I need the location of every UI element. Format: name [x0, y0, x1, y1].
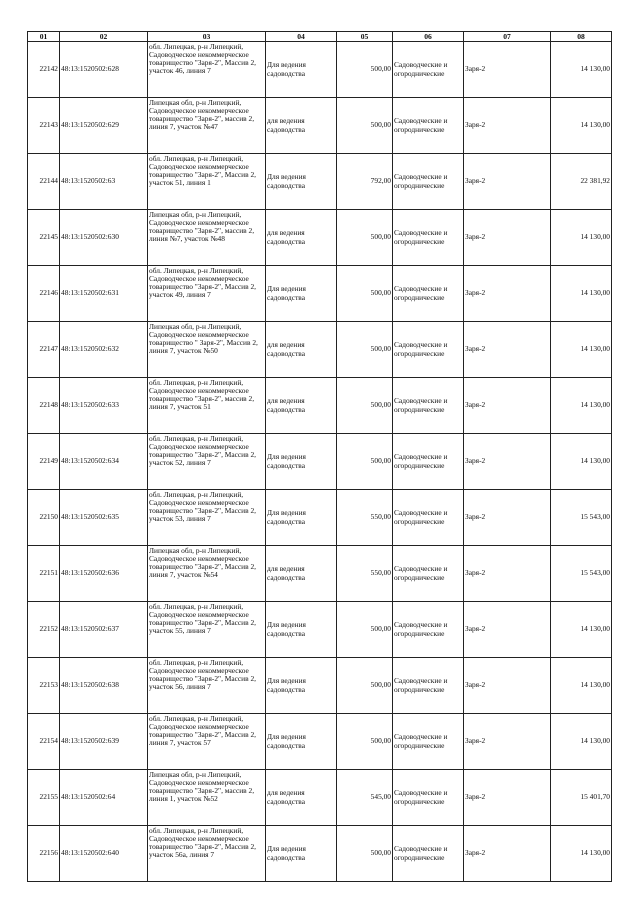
- address: обл. Липецкая, р-н Липецкий, Садоводческое некоммерческое товарищество "Заря-2", Массив 2, линия 7, участок 57: [149, 714, 257, 748]
- table-header-row: [28, 32, 612, 42]
- area: 500,00: [337, 658, 393, 714]
- cadastral-value: 14 130,00: [551, 98, 612, 154]
- partnership-name: Заря-2: [464, 434, 551, 490]
- address: Липецкая обл, р-н Липецкий, Садоводческое некоммерческое товарищество "Заря-2", массив 2, линия 7, участок №47: [149, 98, 255, 132]
- table-row: [28, 266, 612, 322]
- table-row: [28, 42, 612, 98]
- cadastral-value: 14 130,00: [551, 658, 612, 714]
- partnership-name: Заря-2: [464, 42, 551, 98]
- cadastral-number: 48:13:1520502:635: [60, 490, 148, 546]
- row-number: 22153: [28, 658, 60, 714]
- table-row: [28, 98, 612, 154]
- column-header: 07: [464, 32, 551, 42]
- permitted-use: Для ведения садоводства: [266, 42, 337, 98]
- column-header: 01: [28, 32, 60, 42]
- address: Липецкая обл, р-н Липецкий, Садоводческое некоммерческое товарищество "Заря-2", Массив 2, линия 7, участок №54: [149, 546, 257, 580]
- row-number: 22150: [28, 490, 60, 546]
- permitted-use: Для ведения садоводства: [266, 602, 337, 658]
- table-row: [28, 602, 612, 658]
- column-header: 02: [60, 32, 148, 42]
- partnership-name: Заря-2: [464, 98, 551, 154]
- partnership-name: Заря-2: [464, 658, 551, 714]
- permitted-use: для ведения садоводства: [266, 546, 337, 602]
- area: 500,00: [337, 210, 393, 266]
- area: 500,00: [337, 98, 393, 154]
- area: 500,00: [337, 378, 393, 434]
- partnership-name: Заря-2: [464, 210, 551, 266]
- address: обл. Липецкая, р-н Липецкий, Садоводческое некоммерческое товарищество "Заря-2", Массив 2, участок 49, линия 7: [149, 266, 257, 300]
- land-category: Садоводческие и огороднические: [393, 602, 464, 658]
- row-number: 22155: [28, 770, 60, 826]
- address: обл. Липецкая, р-н Липецкий, Садоводческое некоммерческое товарищество "Заря-2", массив 2, линия 7, участок 51: [149, 378, 255, 412]
- cadastral-number: 48:13:1520502:628: [60, 42, 148, 98]
- address: обл. Липецкая, р-н Липецкий, Садоводческое некоммерческое товарищество "Заря-2", Массив 2, участок 46, линия 7: [149, 42, 257, 76]
- address: Липецкая обл, р-н Липецкий, Садоводческое некоммерческое товарищество "Заря-2", массив 2, линия №7, участок №48: [149, 210, 255, 244]
- row-number: 22151: [28, 546, 60, 602]
- area: 500,00: [337, 826, 393, 882]
- table-row: [28, 490, 612, 546]
- land-category: Садоводческие и огороднические: [393, 490, 464, 546]
- permitted-use: для ведения садоводства: [266, 322, 337, 378]
- permitted-use: для ведения садоводства: [266, 770, 337, 826]
- land-category: Садоводческие и огороднические: [393, 714, 464, 770]
- row-number: 22145: [28, 210, 60, 266]
- permitted-use: Для ведения садоводства: [266, 266, 337, 322]
- land-category: Садоводческие и огороднические: [393, 42, 464, 98]
- permitted-use: для ведения садоводства: [266, 210, 337, 266]
- address: обл. Липецкая, р-н Липецкий, Садоводческое некоммерческое товарищество "Заря-2", Массив 2, участок 56, линия 7: [149, 658, 257, 692]
- cadastral-register-table: [27, 31, 612, 882]
- cadastral-number: 48:13:1520502:632: [60, 322, 148, 378]
- cadastral-number: 48:13:1520502:629: [60, 98, 148, 154]
- cadastral-value: 15 401,70: [551, 770, 612, 826]
- address: обл. Липецкая, р-н Липецкий, Садоводческое некоммерческое товарищество "Заря-2", Массив 2, участок 51, линия 1: [149, 154, 257, 188]
- land-category: Садоводческие и огороднические: [393, 210, 464, 266]
- land-category: Садоводческие и огороднические: [393, 546, 464, 602]
- column-header: 06: [393, 32, 464, 42]
- partnership-name: Заря-2: [464, 602, 551, 658]
- partnership-name: Заря-2: [464, 154, 551, 210]
- row-number: 22143: [28, 98, 60, 154]
- row-number: 22152: [28, 602, 60, 658]
- row-number: 22148: [28, 378, 60, 434]
- area: 792,00: [337, 154, 393, 210]
- cadastral-number: 48:13:1520502:630: [60, 210, 148, 266]
- land-category: Садоводческие и огороднические: [393, 266, 464, 322]
- partnership-name: Заря-2: [464, 826, 551, 882]
- permitted-use: для ведения садоводства: [266, 378, 337, 434]
- cadastral-number: 48:13:1520502:640: [60, 826, 148, 882]
- permitted-use: Для ведения садоводства: [266, 154, 337, 210]
- partnership-name: Заря-2: [464, 546, 551, 602]
- row-number: 22149: [28, 434, 60, 490]
- address: Липецкая обл, р-н Липецкий, Садоводческое некоммерческое товарищество " Заря-2", Массив 2, линия 7, участок №50: [149, 322, 258, 356]
- land-category: Садоводческие и огороднические: [393, 770, 464, 826]
- land-category: Садоводческие и огороднические: [393, 322, 464, 378]
- cadastral-number: 48:13:1520502:637: [60, 602, 148, 658]
- table-row: [28, 378, 612, 434]
- row-number: 22144: [28, 154, 60, 210]
- land-category: Садоводческие и огороднические: [393, 378, 464, 434]
- partnership-name: Заря-2: [464, 490, 551, 546]
- row-number: 22156: [28, 826, 60, 882]
- address: обл. Липецкая, р-н Липецкий, Садоводческое некоммерческое товарищество "Заря-2", Массив 2, участок 52, линия 7: [149, 434, 257, 468]
- cadastral-value: 14 130,00: [551, 826, 612, 882]
- row-number: 22147: [28, 322, 60, 378]
- permitted-use: для ведения садоводства: [266, 98, 337, 154]
- cadastral-value: 14 130,00: [551, 266, 612, 322]
- table-row: [28, 322, 612, 378]
- partnership-name: Заря-2: [464, 322, 551, 378]
- area: 550,00: [337, 546, 393, 602]
- address: обл. Липецкая, р-н Липецкий, Садоводческое некоммерческое товарищество "Заря-2", Массив 2, участок 56а, линия 7: [149, 826, 257, 860]
- cadastral-value: 22 381,92: [551, 154, 612, 210]
- land-category: Садоводческие и огороднические: [393, 154, 464, 210]
- permitted-use: Для ведения садоводства: [266, 658, 337, 714]
- area: 500,00: [337, 42, 393, 98]
- permitted-use: Для ведения садоводства: [266, 490, 337, 546]
- table-row: [28, 434, 612, 490]
- address: Липецкая обл, р-н Липецкий, Садоводческое некоммерческое товарищество "Заря-2", массив 2, линия 1, участок №52: [149, 770, 255, 804]
- table-row: [28, 826, 612, 882]
- column-header: 05: [337, 32, 393, 42]
- cadastral-number: 48:13:1520502:631: [60, 266, 148, 322]
- cadastral-number: 48:13:1520502:634: [60, 434, 148, 490]
- partnership-name: Заря-2: [464, 714, 551, 770]
- address: обл. Липецкая, р-н Липецкий, Садоводческое некоммерческое товарищество "Заря-2", Массив 2, участок 55, линия 7: [149, 602, 257, 636]
- partnership-name: Заря-2: [464, 770, 551, 826]
- permitted-use: Для ведения садоводства: [266, 434, 337, 490]
- column-header: 03: [148, 32, 266, 42]
- cadastral-number: 48:13:1520502:63: [60, 154, 148, 210]
- cadastral-number: 48:13:1520502:633: [60, 378, 148, 434]
- area: 500,00: [337, 434, 393, 490]
- cadastral-value: 14 130,00: [551, 602, 612, 658]
- table-row: [28, 546, 612, 602]
- cadastral-number: 48:13:1520502:639: [60, 714, 148, 770]
- land-category: Садоводческие и огороднические: [393, 434, 464, 490]
- area: 500,00: [337, 602, 393, 658]
- table-row: [28, 154, 612, 210]
- cadastral-value: 15 543,00: [551, 546, 612, 602]
- land-category: Садоводческие и огороднические: [393, 826, 464, 882]
- land-category: Садоводческие и огороднические: [393, 658, 464, 714]
- area: 500,00: [337, 714, 393, 770]
- row-number: 22154: [28, 714, 60, 770]
- cadastral-value: 15 543,00: [551, 490, 612, 546]
- row-number: 22146: [28, 266, 60, 322]
- area: 500,00: [337, 322, 393, 378]
- cadastral-number: 48:13:1520502:64: [60, 770, 148, 826]
- table-row: [28, 770, 612, 826]
- table-row: [28, 714, 612, 770]
- address: обл. Липецкая, р-н Липецкий, Садоводческое некоммерческое товарищество "Заря-2", Массив 2, участок 53, линия 7: [149, 490, 257, 524]
- column-header: 04: [266, 32, 337, 42]
- area: 550,00: [337, 490, 393, 546]
- cadastral-number: 48:13:1520502:636: [60, 546, 148, 602]
- table-row: [28, 210, 612, 266]
- row-number: 22142: [28, 42, 60, 98]
- cadastral-value: 14 130,00: [551, 210, 612, 266]
- land-category: Садоводческие и огороднические: [393, 98, 464, 154]
- cadastral-value: 14 130,00: [551, 714, 612, 770]
- cadastral-value: 14 130,00: [551, 322, 612, 378]
- cadastral-number: 48:13:1520502:638: [60, 658, 148, 714]
- cadastral-value: 14 130,00: [551, 378, 612, 434]
- partnership-name: Заря-2: [464, 266, 551, 322]
- column-header: 08: [551, 32, 612, 42]
- cadastral-value: 14 130,00: [551, 434, 612, 490]
- cadastral-value: 14 130,00: [551, 42, 612, 98]
- permitted-use: Для ведения садоводства: [266, 714, 337, 770]
- area: 500,00: [337, 266, 393, 322]
- partnership-name: Заря-2: [464, 378, 551, 434]
- permitted-use: Для ведения садоводства: [266, 826, 337, 882]
- area: 545,00: [337, 770, 393, 826]
- table-row: [28, 658, 612, 714]
